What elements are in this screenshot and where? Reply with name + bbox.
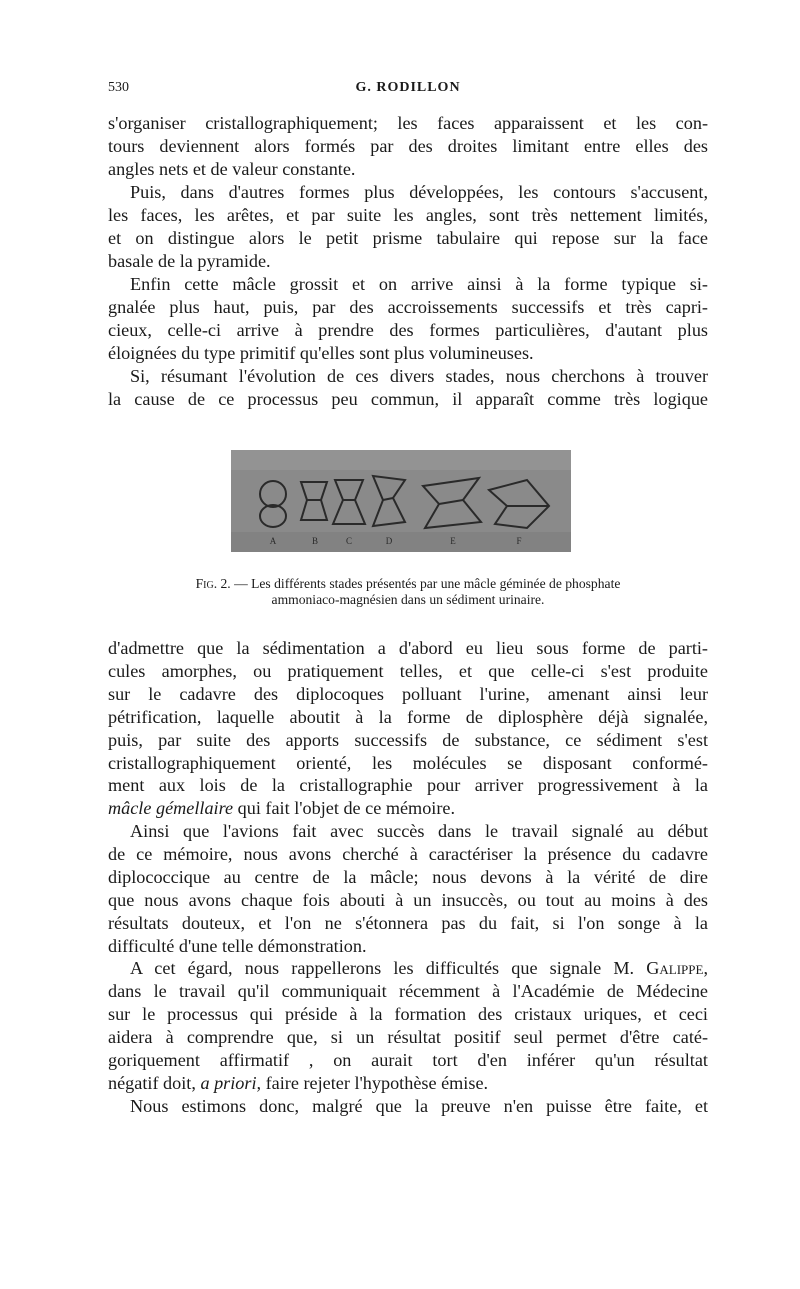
page-number: 530 (108, 80, 129, 95)
paragraph-1 (108, 112, 708, 181)
text-line: de ce mémoire, nous avons cherché à caractériser la présence du cadavre (108, 843, 708, 864)
figure-number: Fig. 2. (195, 576, 231, 591)
text-line: angles nets et de valeur constante. (108, 158, 356, 179)
text-line: Nous estimons donc, malgré que la preuve n'en puisse être faite, et (130, 1096, 708, 1116)
stage-label: D (385, 536, 393, 546)
paragraph-6 (108, 820, 708, 957)
text-line: cules amorphes, ou pratiquement telles, et que celle-ci s'est produite (108, 660, 708, 681)
stage-label: F (516, 536, 522, 546)
page-header (108, 76, 708, 100)
text-line: gnalée plus haut, puis, par des accroissements successifs et très capri- (108, 296, 708, 317)
text-line (108, 957, 708, 980)
text-line: tours deviennent alors formés par des droites limitant entre elles des (108, 135, 708, 156)
author-name: Galippe (646, 958, 704, 978)
text-line: basale de la pyramide. (108, 250, 271, 271)
crystal-stages-illustration (231, 450, 571, 552)
text-line: la cause de ce processus peu commun, il apparaît comme très logique (108, 388, 708, 409)
text-line: les faces, les arêtes, et par suite les angles, sont très nettement limités, (108, 204, 708, 225)
text-fragment: négatif doit, (108, 1072, 201, 1093)
italic-term: a priori, (200, 1072, 262, 1093)
text-line: sur le cadavre des diplocoques polluant l'urine, amenant ainsi leur (108, 683, 708, 704)
paragraph-2 (108, 181, 708, 273)
text-line (108, 797, 708, 820)
text-line: Enfin cette mâcle grossit et on arrive ainsi à la forme typique si- (130, 274, 708, 294)
paragraph-7 (108, 957, 708, 1094)
text-line: d'admettre que la sédimentation a d'abord eu lieu sous forme de parti- (108, 638, 708, 658)
stage-label: A (269, 536, 277, 546)
text-fragment: , (703, 958, 708, 978)
caption-line: ammoniaco-magnésien dans un sédiment urinaire. (271, 592, 545, 607)
text-line: résultats douteux, et l'on ne s'étonnera pas du fait, si l'on songe à la (108, 912, 708, 933)
stage-label: E (450, 536, 456, 546)
text-line: dans le travail qu'il communiquait récemment à l'Académie de Médecine (108, 980, 708, 1001)
text-line: cristallographiquement orienté, les molécules se disposant conformé- (108, 752, 708, 773)
text-line (108, 1072, 708, 1095)
text-line: et on distingue alors le petit prisme tabulaire qui repose sur la face (108, 227, 708, 248)
caption-line (108, 576, 708, 592)
italic-term: mâcle gémellaire (108, 798, 234, 819)
text-line: sur le processus qui préside à la formation des cristaux uriques, et ceci (108, 1003, 708, 1024)
text-fragment: A cet égard, nous rappellerons les difficultés que signale M. (130, 958, 647, 978)
text-line: Ainsi que l'avions fait avec succès dans le travail signalé au début (130, 821, 708, 841)
text-line: aidera à comprendre que, si un résultat positif seul permet d'être caté- (108, 1026, 708, 1047)
text-line: Si, résumant l'évolution de ces divers stades, nous cherchons à trouver (130, 366, 708, 386)
text-line: éloignées du type primitif qu'elles sont plus volumineuses. (108, 342, 534, 363)
text-line: diplococcique au centre de la mâcle; nous devons à la vérité de dire (108, 866, 708, 887)
text-line: pétrification, laquelle aboutit à la forme de diplosphère déjà signalée, (108, 706, 708, 727)
text-line: puis, par suite des apports successifs de substance, ce sédiment s'est (108, 729, 708, 750)
text-line: difficulté d'une telle démonstration. (108, 935, 367, 956)
figure-crystal-stages (231, 450, 571, 552)
text-line: s'organiser cristallographiquement; les faces apparaissent et les con- (108, 113, 708, 133)
text-fragment: qui fait l'objet de ce mémoire. (233, 798, 456, 819)
stage-label: B (311, 536, 319, 546)
text-line: goriquement affirmatif , on aurait tort d'en inférer qu'un résultat (108, 1049, 708, 1070)
text-line: Puis, dans d'autres formes plus développées, les contours s'accusent, (130, 182, 708, 202)
paragraph-4 (108, 365, 708, 411)
caption-text: — Les différents stades présentés par une mâcle géminée de phosphate (230, 576, 621, 591)
text-line: ment aux lois de la cristallographie pour arriver progressivement à la (108, 775, 708, 796)
figure-caption (108, 576, 708, 608)
paragraph-3 (108, 273, 708, 365)
paragraph-8 (108, 1095, 708, 1118)
text-line: cieux, celle-ci arrive à prendre des formes particulières, d'autant plus (108, 319, 708, 340)
text-fragment: faire rejeter l'hypothèse émise. (261, 1072, 489, 1093)
text-line: que nous avons chaque fois abouti à un insuccès, ou tout au moins à des (108, 889, 708, 910)
running-head: G. RODILLON (355, 80, 461, 95)
paragraph-5 (108, 637, 708, 820)
stage-label: C (345, 536, 353, 546)
